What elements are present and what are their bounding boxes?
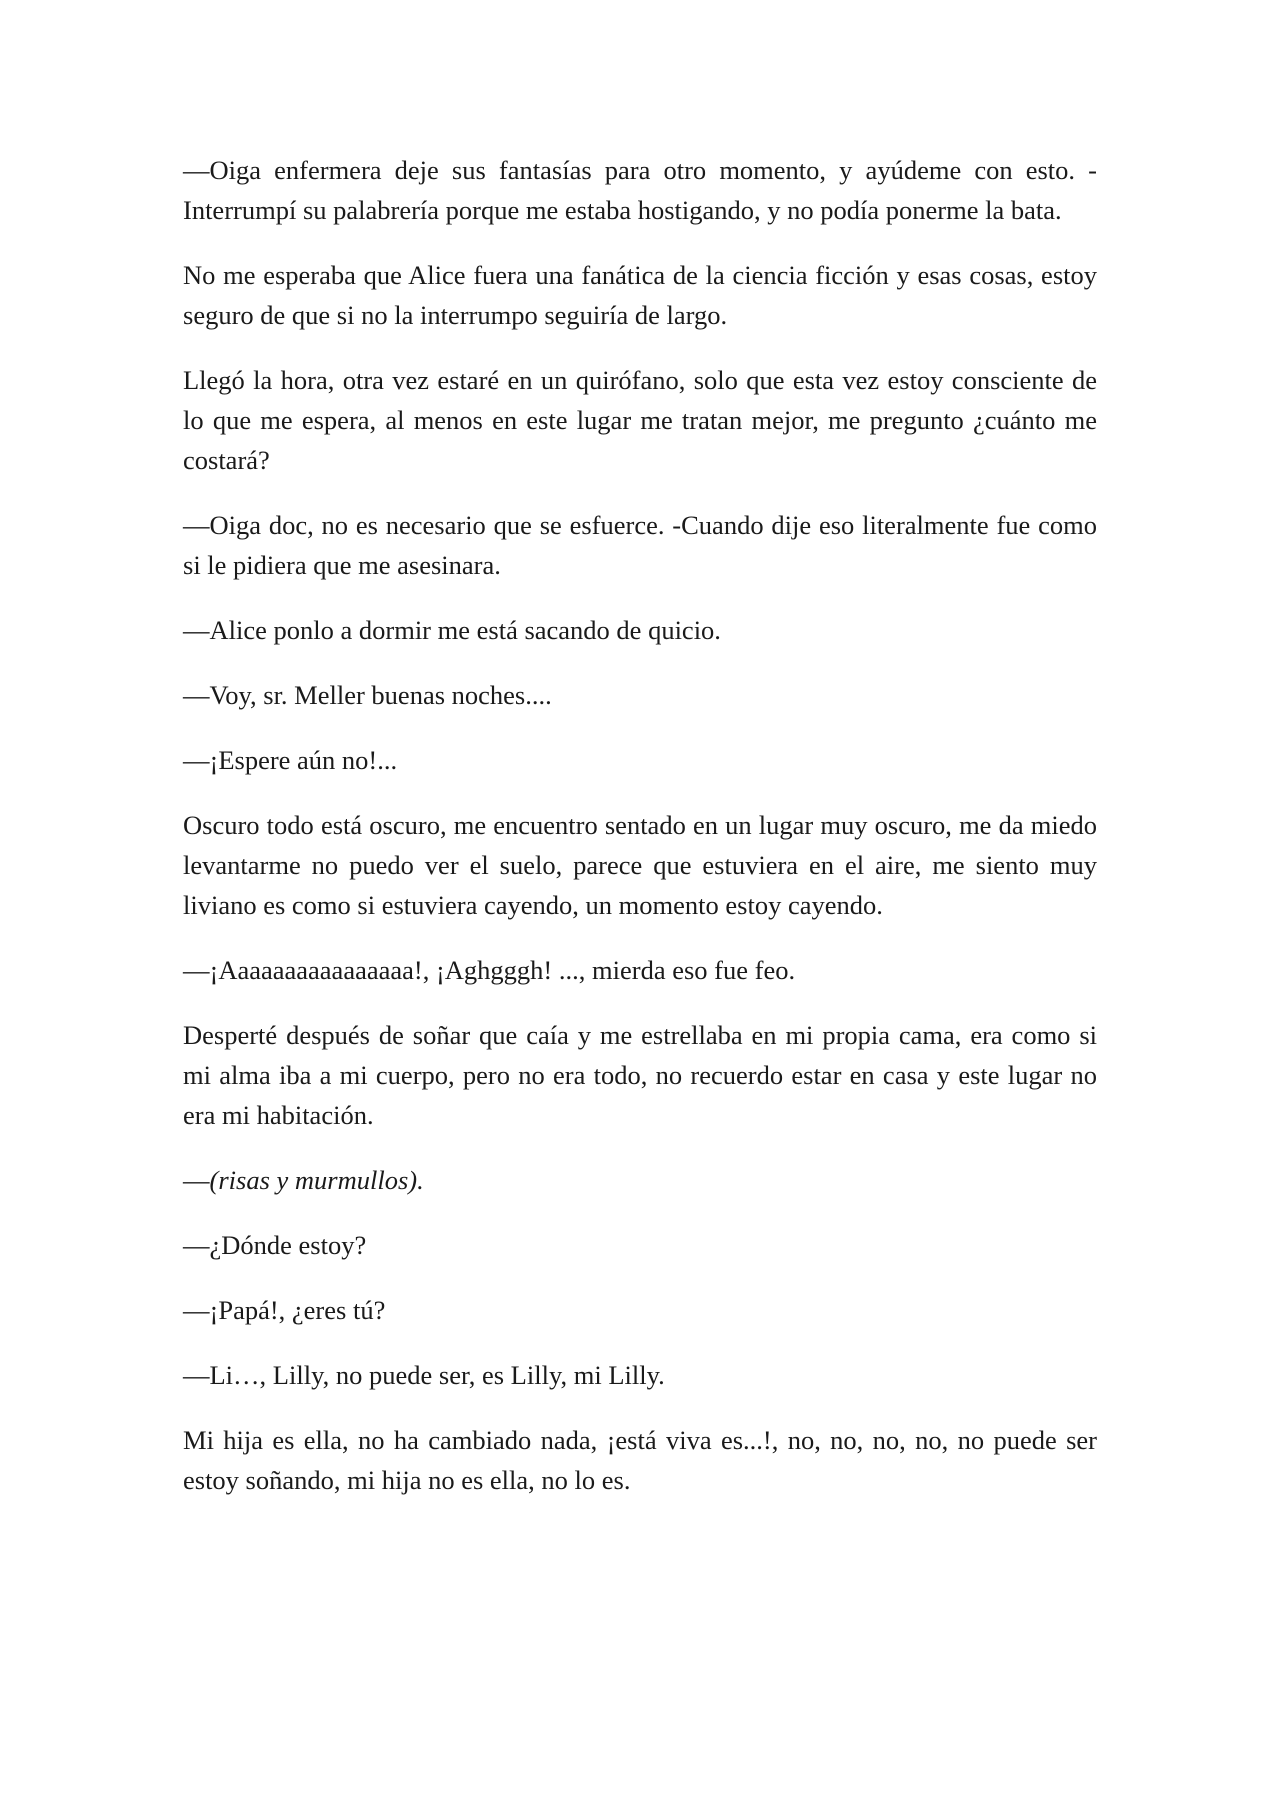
stage-direction-text: (risas y murmullos). [209, 1165, 424, 1195]
paragraph-dialogue: —Voy, sr. Meller buenas noches.... [183, 680, 552, 710]
paragraph-dialogue: —¡Espere aún no!... [183, 745, 398, 775]
paragraph-narration: Mi hija es ella, no ha cambiado nada, ¡está viva es...!, no, no, no, no, no puede ser estoy soñando, mi hija no es ella, no lo es. [183, 1425, 1097, 1495]
paragraph-dialogue: —Li…, Lilly, no puede ser, es Lilly, mi Lilly. [183, 1360, 665, 1390]
paragraph-dialogue: —¡Papá!, ¿eres tú? [183, 1295, 386, 1325]
paragraph-narration: Llegó la hora, otra vez estaré en un quirófano, solo que esta vez estoy consciente de lo que me espera, al menos en este lugar me tratan mejor, me pregunto ¿cuánto me costará? [183, 365, 1097, 475]
dialogue-dash: — [183, 1165, 210, 1195]
document-body [183, 150, 1097, 1525]
paragraph-narration: No me esperaba que Alice fuera una fanática de la ciencia ficción y esas cosas, estoy seguro de que si no la interrumpo seguiría de largo. [183, 260, 1097, 330]
paragraph-narration: Desperté después de soñar que caía y me estrellaba en mi propia cama, era como si mi alma iba a mi cuerpo, pero no era todo, no recuerdo estar en casa y este lugar no era mi habitación. [183, 1020, 1097, 1130]
paragraph-dialogue: —Oiga doc, no es necesario que se esfuerce. -Cuando dije eso literalmente fue como si le pidiera que me asesinara. [183, 510, 1097, 580]
paragraph-stage-direction [183, 1160, 1097, 1200]
paragraph-dialogue: —¡Aaaaaaaaaaaaaaaa!, ¡Aghgggh! ..., mierda eso fue feo. [183, 955, 796, 985]
paragraph-dialogue: —¿Dónde estoy? [183, 1230, 367, 1260]
paragraph-dialogue: —Oiga enfermera deje sus fantasías para otro momento, y ayúdeme con esto. -Interrumpí su palabrería porque me estaba hostigando, y no podía ponerme la bata. [183, 155, 1097, 225]
paragraph-dialogue: —Alice ponlo a dormir me está sacando de quicio. [183, 615, 721, 645]
paragraph-narration: Oscuro todo está oscuro, me encuentro sentado en un lugar muy oscuro, me da miedo levantarme no puedo ver el suelo, parece que estuviera en el aire, me siento muy liviano es como si estuviera cayendo, un momento estoy cayendo. [183, 810, 1097, 920]
